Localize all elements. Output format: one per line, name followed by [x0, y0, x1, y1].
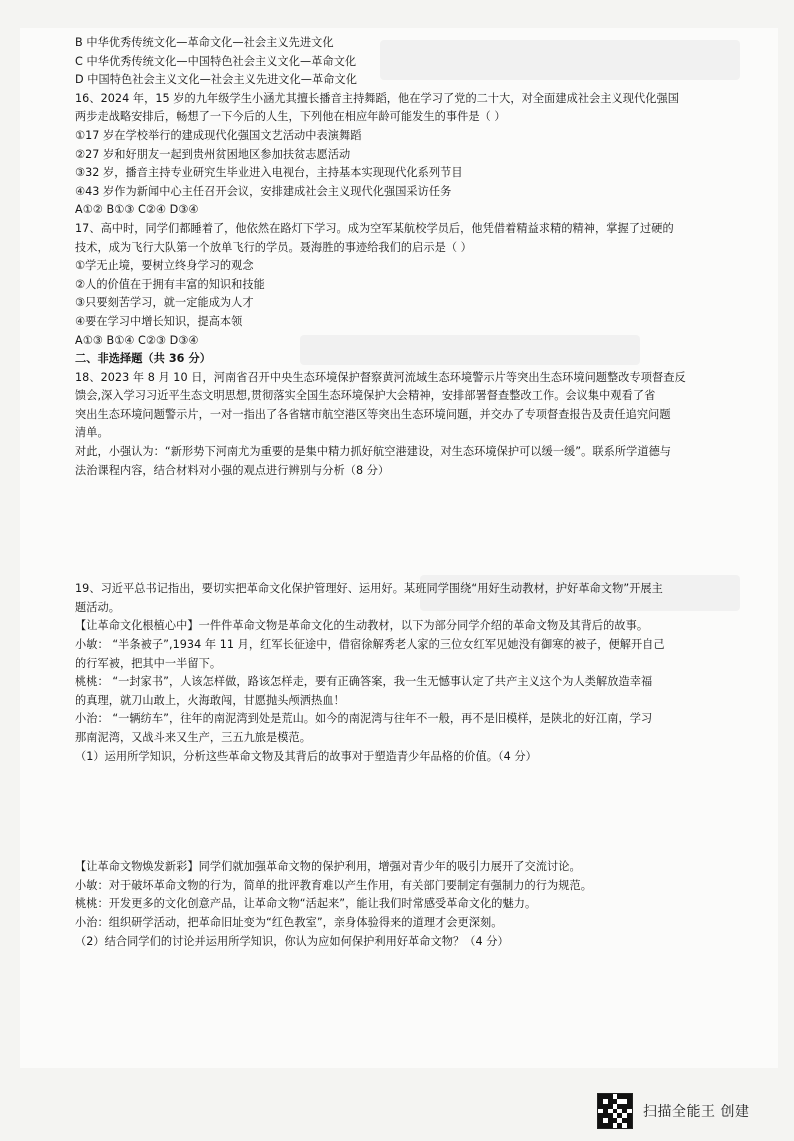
question-18-text: 18、2023 年 8 月 10 日，河南省召开中央生态环境保护督察黄河流域生态环境警示片等突出生态环境问题整改专项督查反 [75, 370, 686, 384]
question-17-choices: A①③ B①④ C②③ D③④ [75, 333, 199, 347]
scanner-watermark [597, 1101, 749, 1141]
option-c: C 中华优秀传统文化—中国特色社会主义文化—革命文化 [75, 54, 357, 68]
question-19-subsection: 【让革命文物焕发新彩】同学们就加强革命文物的保护利用，增强对青少年的吸引力展开了交流讨论。 [75, 860, 581, 874]
question-19-part-1: （1）运用所学知识，分析这些革命文物及其背后的故事对于塑造青少年品格的价值。（4 分） [75, 749, 537, 763]
exam-content [75, 34, 775, 951]
question-18-text: 清单。 [75, 426, 109, 440]
question-17-stem: 技术，成为飞行大队第一个放单飞行的学员。聂海胜的事迹给我们的启示是（ ） [75, 240, 472, 254]
question-19-story: 的行军被，把其中一半留下。 [75, 656, 222, 670]
question-16-item: ④43 岁作为新闻中心主任召开会议，安排建成社会主义现代化强国采访任务 [75, 184, 452, 198]
option-b: B 中华优秀传统文化—革命文化—社会主义先进文化 [75, 36, 334, 49]
question-18-prompt: 法治课程内容，结合材料对小强的观点进行辨别与分析（8 分） [75, 463, 390, 477]
question-18-prompt: 对此，小强认为：“新形势下河南尤为重要的是集中精力抓好航空港建设，对生态环境保护可以缓一缓”。联系所学道德与 [75, 445, 672, 459]
qr-code-icon [597, 1093, 633, 1129]
question-19-discussion: 小治：组织研学活动，把革命旧址变为“红色教室”，亲身体验得来的道理才会更深刻。 [75, 915, 503, 929]
question-19-text: 19、习近平总书记指出，要切实把革命文化保护管理好、运用好。某班同学围绕“用好生动教材，护好革命文物”开展主 [75, 582, 663, 596]
question-16-item: ②27 岁和好朋友一起到贵州贫困地区参加扶贫志愿活动 [75, 147, 351, 161]
answer-space [75, 766, 775, 858]
question-18-text: 突出生态环境问题警示片，一对一指出了各省辖市航空港区等突出生态环境问题，并交办了专项督查报告及责任追究问题 [75, 407, 671, 421]
question-19-story: 小治： “一辆纺车”，往年的南泥湾到处是荒山。如今的南泥湾与往年不一般，再不是旧模样，是陕北的好江南，学习 [75, 712, 653, 726]
question-18-text: 馈会,深入学习习近平生态文明思想,贯彻落实全国生态环境保护大会精神，安排部署督查整改工作。会议集中观看了省 [75, 389, 656, 403]
answer-space [75, 480, 775, 580]
question-16-choices: A①② B①③ C②④ D③④ [75, 203, 199, 217]
question-19-story: 小敏： “半条被子”,1934 年 11 月，红军长征途中，借宿徐解秀老人家的三位女红军见她没有御寒的被子，便解开自己 [75, 638, 665, 652]
section-heading: 二、非选择题（共 36 分） [75, 352, 211, 366]
question-17-item: ④要在学习中增长知识，提高本领 [75, 314, 243, 328]
question-16-item: ③32 岁，播音主持专业研究生毕业进入电视台，主持基本实现现代化系列节目 [75, 166, 463, 180]
question-19-story: 的真理，就刀山敢上，火海敢闯，甘愿抛头颅洒热血！ [75, 693, 345, 707]
question-19-story: 桃桃： “一封家书”，人该怎样做，路该怎样走，要有正确答案，我一生无憾事认定了共产主义这个为人类解放造幸福 [75, 675, 653, 689]
question-19-story: 那南泥湾，又战斗来又生产，三五九旅是模范。 [75, 731, 311, 744]
option-d: D 中国特色社会主义文化—社会主义先进文化—革命文化 [75, 73, 357, 87]
question-17-item: ③只要刻苦学习，就一定能成为人才 [75, 296, 254, 310]
question-19-discussion: 小敏：对于破坏革命文物的行为，简单的批评教育难以产生作用，有关部门要制定有强制力的行为规范。 [75, 878, 592, 892]
question-16-stem: 两步走战略安排后，畅想了一下今后的人生，下列他在相应年龄可能发生的事件是（ ） [75, 110, 506, 124]
question-19-part-2: （2）结合同学们的讨论并运用所学知识，你认为应如何保护利用好革命文物？（4 分） [75, 934, 509, 948]
question-17-item: ①学无止境，要树立终身学习的观念 [75, 259, 254, 273]
question-19-subsection: 【让革命文化根植心中】一件件革命文物是革命文化的生动教材，以下为部分同学介绍的革命文物及其背后的故事。 [75, 619, 649, 633]
question-16-stem: 16、2024 年，15 岁的九年级学生小涵尤其擅长播音主持舞蹈，他在学习了党的二十大，对全面建成社会主义现代化强国 [75, 91, 679, 105]
question-17-stem: 17、高中时，同学们都睡着了，他依然在路灯下学习。成为空军某航校学员后，他凭借着精益求精的精神，掌握了过硬的 [75, 221, 674, 235]
scanner-brand-label: 扫描全能王 创建 [643, 1104, 750, 1120]
question-17-item: ②人的价值在于拥有丰富的知识和技能 [75, 277, 265, 291]
question-19-discussion: 桃桃：开发更多的文化创意产品，让革命文物“活起来”，能让我们时常感受革命文化的魅力。 [75, 897, 537, 911]
question-16-item: ①17 岁在学校举行的建成现代化强国文艺活动中表演舞蹈 [75, 128, 362, 142]
question-19-text: 题活动。 [75, 600, 120, 614]
